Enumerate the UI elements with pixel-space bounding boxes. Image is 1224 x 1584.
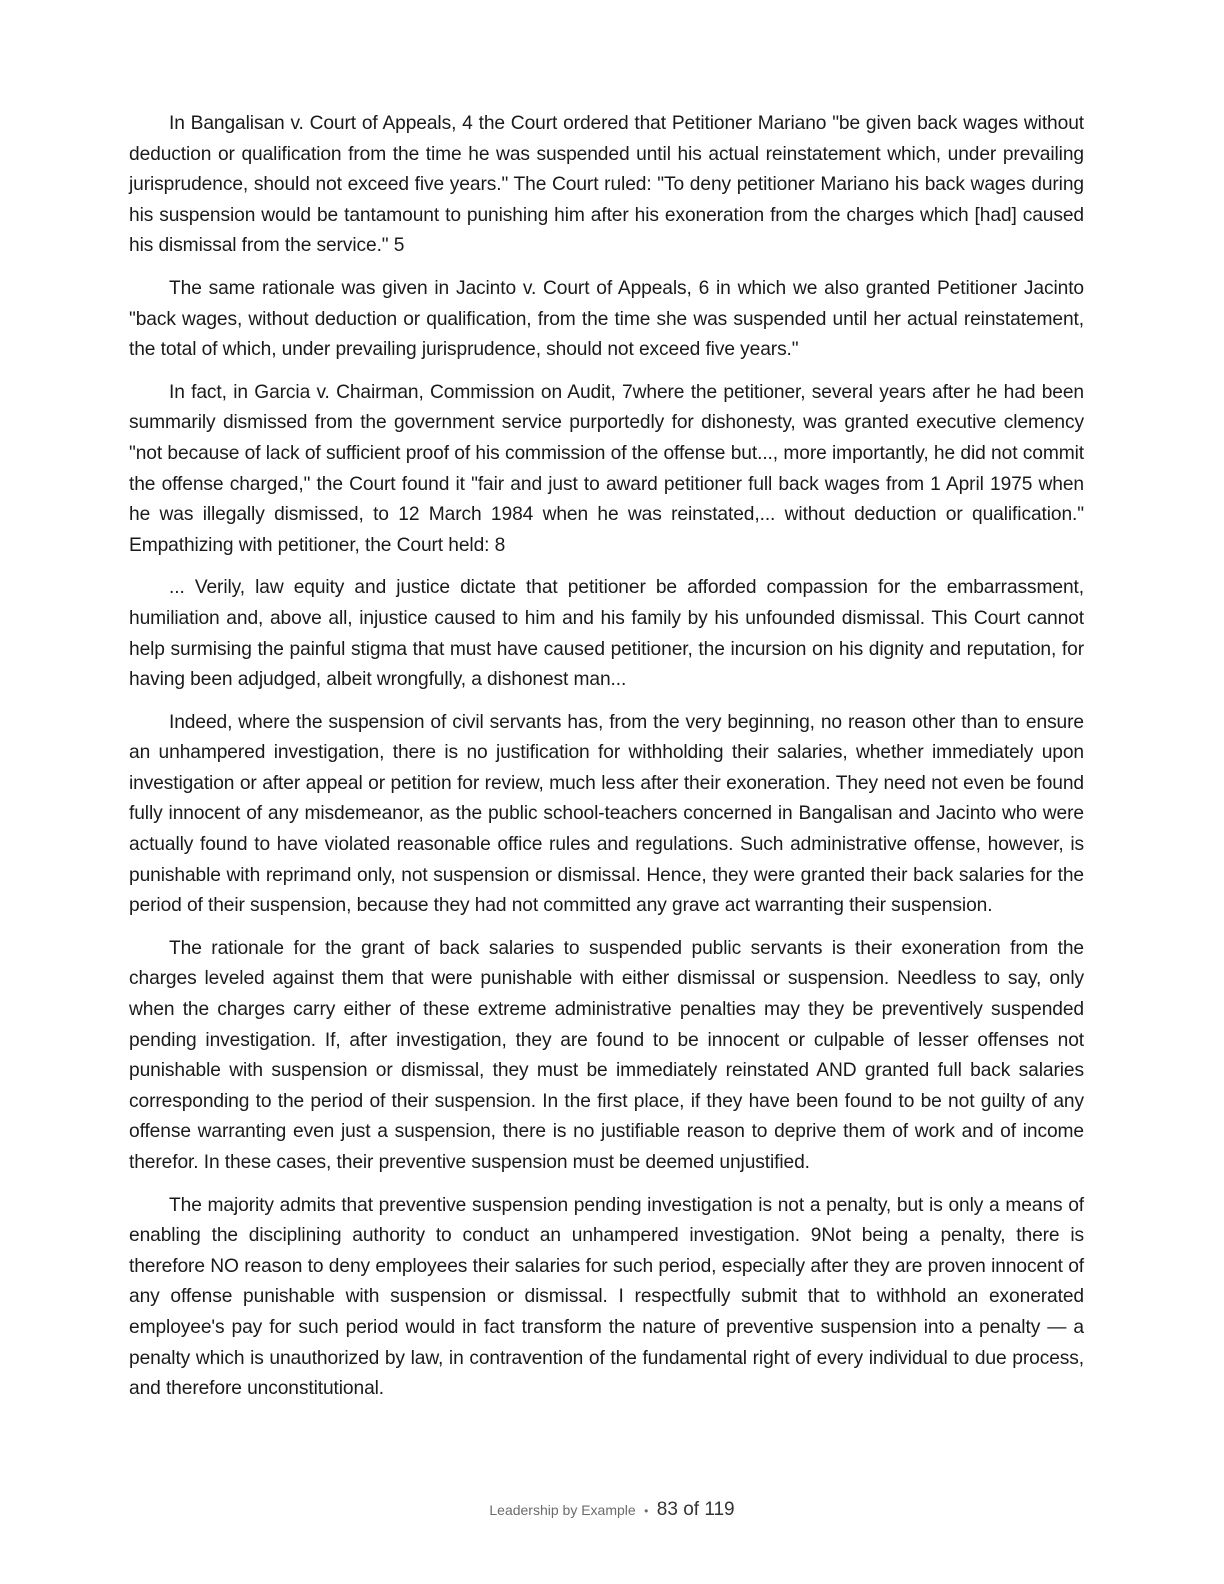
footer-document-title: Leadership by Example — [489, 1502, 636, 1518]
paragraph-jacinto: The same rationale was given in Jacinto v. Court of Appeals, 6 in which we also granted Petitioner Jacinto "back wages, without deduction or qualification, from the time she was suspended until her actual reinstatement, the total of which, under prevailing jurisprudence, should not exceed five years." — [129, 277, 1084, 361]
paragraph-garcia: In fact, in Garcia v. Chairman, Commission on Audit, 7where the petitioner, several years after he had been summarily dismissed from the government service purportedly for dishonesty, was granted executive clemency "not because of lack of sufficient proof of his commission of the offense but..., more importantly, he did not commit the offense charged," the Court found it "fair and just to award petitioner full back wages from 1 April 1975 when he was illegally dismissed, to 12 March 1984 when he was reinstated,... without deduction or qualification." Empathizing with petitioner, the Court held: 8 — [129, 381, 1084, 556]
paragraph-majority: The majority admits that preventive suspension pending investigation is not a penalty, but is only a means of enabling the disciplining authority to conduct an unhampered investigation. 9Not being a penalty, there is therefore NO reason to deny employees their salaries for such period, especially after they are proven innocent of any offense punishable with suspension or dismissal. I respectfully submit that to withhold an exonerated employee's pay for such period would in fact transform the nature of preventive suspension into a penalty — a penalty which is unauthorized by law, in contravention of the fundamental right of every individual to due process, and therefore unconstitutional. — [129, 1194, 1084, 1400]
bullet-separator-icon: • — [644, 1504, 649, 1518]
paragraph-bangalisan: In Bangalisan v. Court of Appeals, 4 the Court ordered that Petitioner Mariano "be given back wages without deduction or qualification from the time he was suspended until his actual reinstatement which, under prevailing jurisprudence, should not exceed five years." The Court ruled: "To deny petitioner Mariano his back wages during his suspension would be tantamount to punishing him after his exoneration from the charges which [had] caused his dismissal from the service." 5 — [129, 113, 1084, 257]
paragraph-quotation: ... Verily, law equity and justice dictate that petitioner be afforded compassion for the embarrassment, humiliation and, above all, injustice caused to him and his family by his unfounded dismissal. This Court cannot help surmising the painful stigma that must have caused petitioner, the incursion on his dignity and reputation, for having been adjudged, albeit wrongfully, a dishonest man... — [129, 577, 1084, 691]
paragraph-indeed: Indeed, where the suspension of civil servants has, from the very beginning, no reason other than to ensure an unhampered investigation, there is no justification for withholding their salaries, whether immediately upon investigation or after appeal or petition for review, much less after their exoneration. They need not even be found fully innocent of any misdemeanor, as the public school-teachers concerned in Bangalisan and Jacinto who were actually found to have violated reasonable office rules and regulations. Such administrative offense, however, is punishable with reprimand only, not suspension or dismissal. Hence, they were granted their back salaries for the period of their suspension, because they had not committed any grave act warranting their suspension. — [129, 711, 1084, 917]
paragraph-rationale: The rationale for the grant of back salaries to suspended public servants is their exoneration from the charges leveled against them that were punishable with either dismissal or suspension. Needless to say, only when the charges carry either of these extreme administrative penalties may they be preventively suspended pending investigation. If, after investigation, they are found to be innocent or culpable of lesser offenses not punishable with suspension or dismissal, they must be immediately reinstated AND granted full back salaries corresponding to the period of their suspension. In the first place, if they have been found to be not guilty of any offense warranting even just a suspension, there is no justifiable reason to deprive them of work and of income therefor. In these cases, their preventive suspension must be deemed unjustified. — [129, 937, 1084, 1173]
page-number: 83 of 119 — [656, 1499, 735, 1520]
page-footer — [0, 1499, 1224, 1521]
document-body — [129, 109, 1084, 1417]
